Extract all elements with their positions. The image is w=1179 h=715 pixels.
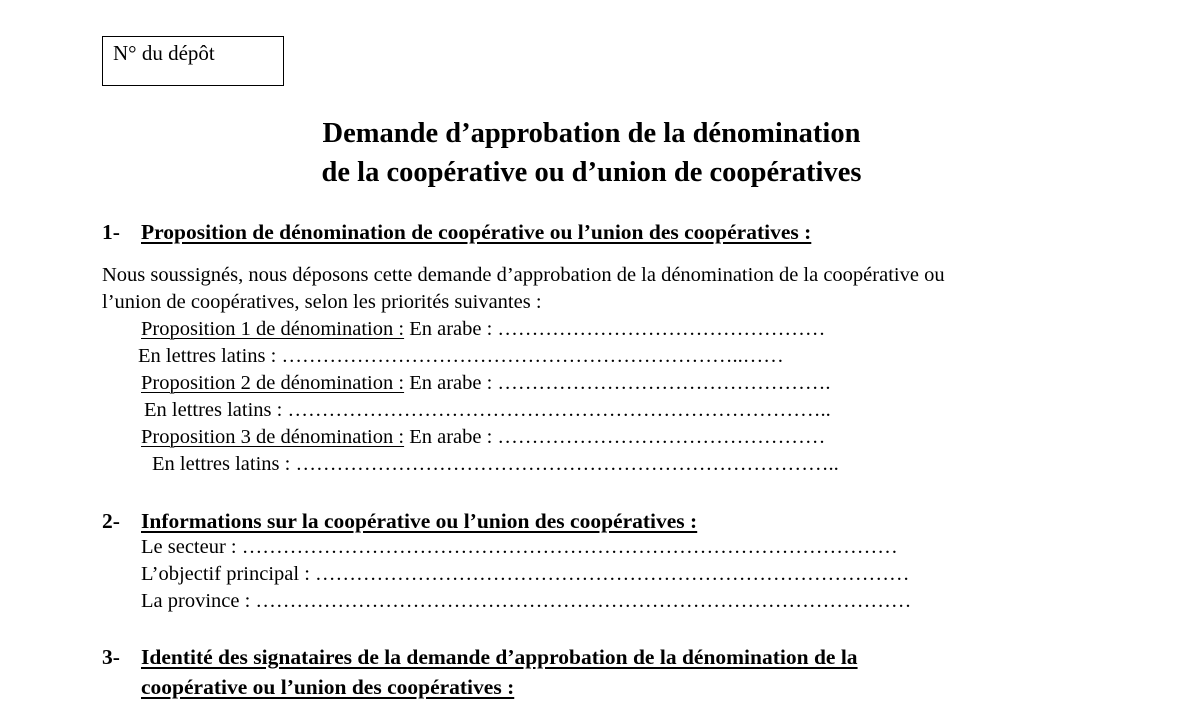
proposal-2-latin-field: En lettres latins : ……………………………………………………………………..: [144, 399, 831, 421]
proposal-3-arabic-field: En arabe : …………………………………………: [404, 426, 826, 448]
section-1-intro-line-2: l’union de coopératives, selon les priorités suivantes :: [102, 291, 542, 313]
proposal-1-latin-field: En lettres latins : …………………………………………………………..……: [138, 345, 784, 367]
section-3-title-line-1: Identité des signataires de la demande d’approbation de la dénomination de la: [141, 645, 858, 669]
main-objective-field: L’objectif principal : ……………………………………………………………………………: [141, 563, 910, 585]
title-line-2: de la coopérative ou d’union de coopératives: [321, 157, 862, 188]
section-2-title: Informations sur la coopérative ou l’union des coopératives :: [141, 509, 698, 533]
deposit-number-box: [102, 36, 284, 86]
section-3-heading: [102, 643, 858, 671]
province-field: La province : ……………………………………………………………………………………: [141, 590, 912, 612]
section-1-heading: [102, 218, 811, 246]
section-2-heading: [102, 507, 697, 535]
title-line-1: Demande d’approbation de la dénomination: [322, 118, 861, 149]
section-1-number: 1-: [102, 220, 120, 244]
proposal-1-arabic-field: En arabe : …………………………………………: [404, 318, 826, 340]
section-3-title-line-2: coopérative ou l’union des coopératives :: [141, 675, 515, 699]
proposal-3-latin-field: En lettres latins : ……………………………………………………………………..: [152, 453, 839, 475]
proposal-2-label: Proposition 2 de dénomination :: [141, 372, 405, 394]
proposal-3-arabic-row: [141, 424, 825, 451]
proposal-3-label: Proposition 3 de dénomination :: [141, 426, 405, 448]
section-3-number: 3-: [102, 645, 120, 669]
sector-field: Le secteur : ……………………………………………………………………………………: [141, 536, 898, 558]
section-1-title: Proposition de dénomination de coopérative ou l’union des coopératives :: [141, 220, 812, 244]
proposal-2-arabic-row: [141, 370, 831, 397]
document-title: [0, 114, 1179, 192]
proposal-2-arabic-field: En arabe : ………………………………………….: [404, 372, 831, 394]
proposal-1-label: Proposition 1 de dénomination :: [141, 318, 405, 340]
deposit-number-label: N° du dépôt: [113, 41, 215, 65]
section-2-number: 2-: [102, 509, 120, 533]
section-1-intro-line-1: Nous soussignés, nous déposons cette demande d’approbation de la dénomination de la coopérative ou: [102, 264, 945, 286]
proposal-1-arabic-row: [141, 316, 825, 343]
